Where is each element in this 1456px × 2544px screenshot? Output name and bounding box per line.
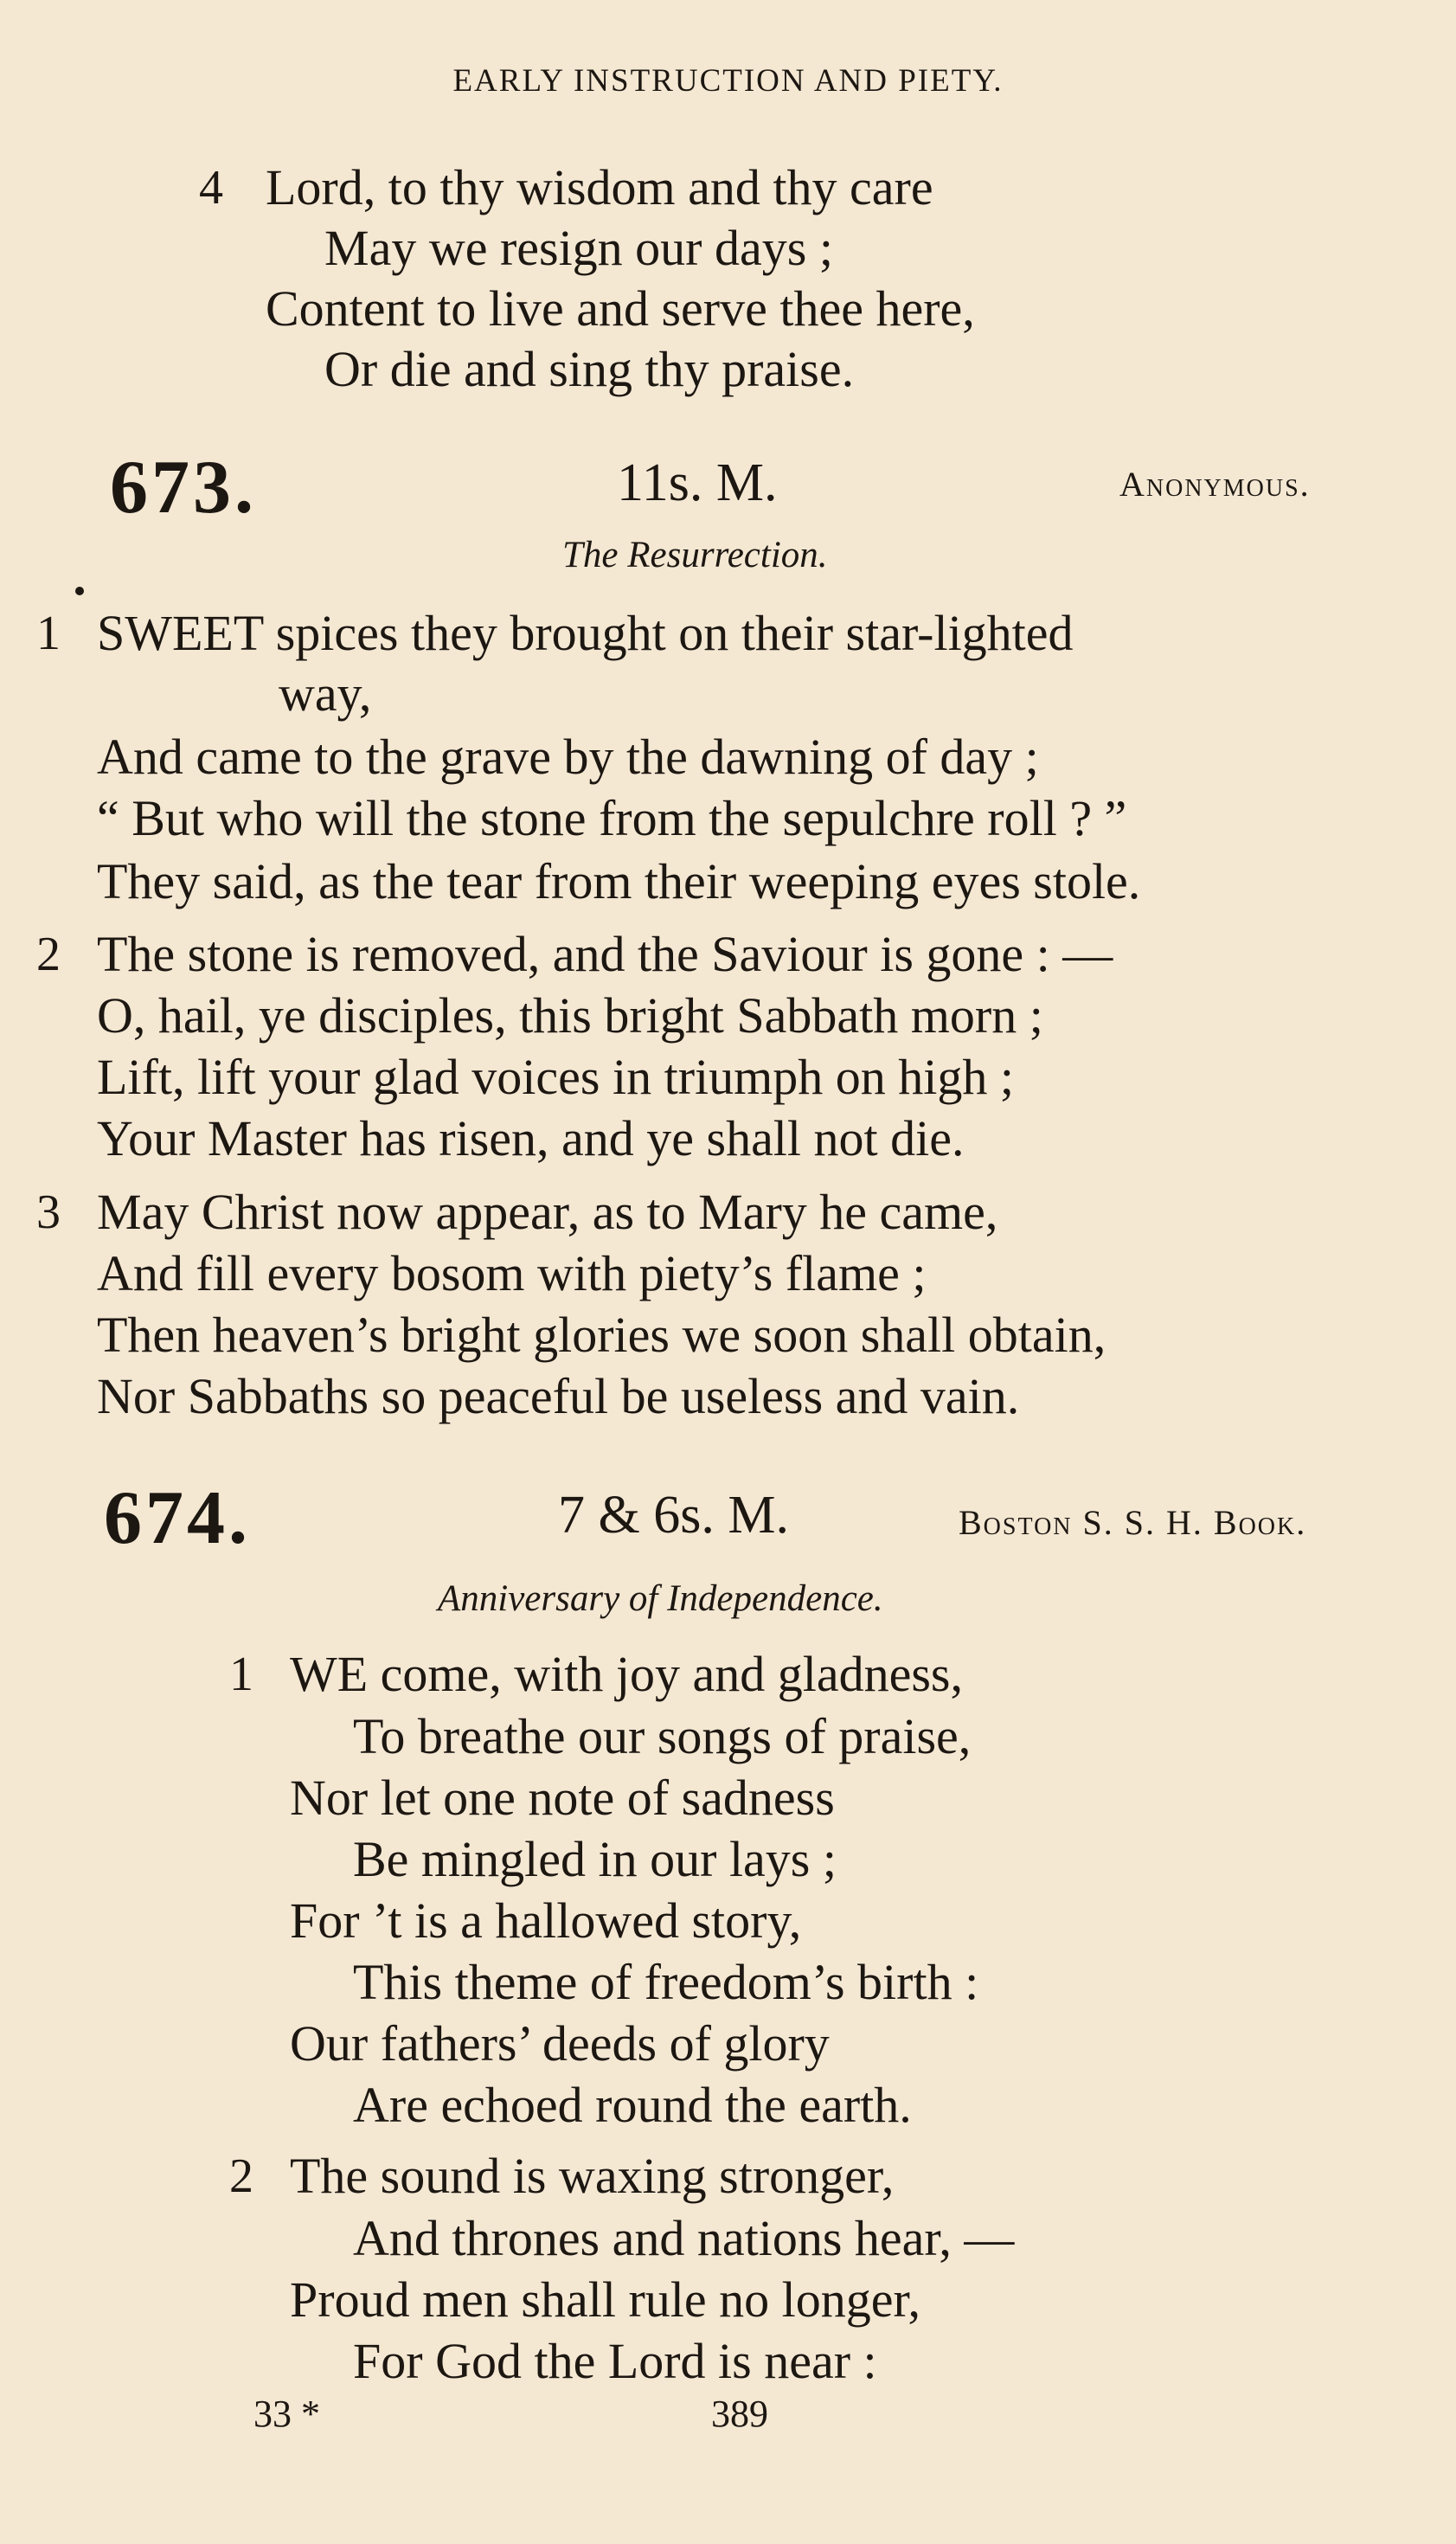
stanza-number: 1 <box>36 607 61 660</box>
verse-line: WE come, with joy and gladness, <box>290 1646 963 1702</box>
stanza-number: 3 <box>36 1185 61 1239</box>
signature-mark: 33 * <box>253 2393 320 2435</box>
verse-line: This theme of freedom’s birth : <box>353 1954 979 2010</box>
verse-line: Lord, to thy wisdom and thy care <box>266 159 933 215</box>
verse-line: way, <box>279 665 372 722</box>
verse-line: And thrones and nations hear, — <box>353 2210 1015 2266</box>
verse-line: Then heaven’s bright glories we soon shall obtain, <box>97 1307 1106 1363</box>
verse-line: Proud men shall rule no longer, <box>290 2271 920 2328</box>
stanza-number: 2 <box>36 928 61 981</box>
verse-line: “ But who will the stone from the sepulchre roll ? ” <box>97 790 1127 846</box>
printer-mark <box>75 587 84 595</box>
verse-line: The sound is waxing stronger, <box>290 2148 895 2204</box>
verse-line: Nor let one note of sadness <box>290 1770 835 1826</box>
hymn-author: Boston S. S. H. Book. <box>959 1503 1307 1542</box>
hymn-author: Anonymous. <box>1119 465 1311 504</box>
stanza-number: 4 <box>199 161 223 215</box>
verse-line: The stone is removed, and the Saviour is gone : — <box>97 926 1113 982</box>
page-number: 389 <box>711 2393 768 2435</box>
verse-line: Our fathers’ deeds of glory <box>290 2015 830 2072</box>
verse-line: And came to the grave by the dawning of day ; <box>97 729 1039 785</box>
running-head: EARLY INSTRUCTION AND PIETY. <box>452 63 1004 99</box>
verse-line: Be mingled in our lays ; <box>353 1831 837 1887</box>
verse-line: And fill every bosom with piety’s flame ; <box>97 1245 927 1301</box>
verse-line: Nor Sabbaths so peaceful be useless and vain. <box>97 1368 1020 1424</box>
hymn-meter: 7 & 6s. M. <box>558 1486 789 1545</box>
verse-line: May we resign our days ; <box>324 220 833 276</box>
verse-line: O, hail, ye disciples, this bright Sabbath morn ; <box>97 987 1043 1044</box>
verse-line: Your Master has risen, and ye shall not die. <box>97 1110 965 1166</box>
verse-line: Are echoed round the earth. <box>353 2077 912 2133</box>
hymn-subtitle: The Resurrection. <box>562 535 828 575</box>
verse-line: Lift, lift your glad voices in triumph on high ; <box>97 1049 1014 1105</box>
verse-line: For God the Lord is near : <box>353 2333 877 2389</box>
hymn-meter: 11s. M. <box>617 453 778 512</box>
hymn-subtitle: Anniversary of Independence. <box>438 1578 883 1619</box>
hymn-number: 673. <box>110 446 257 530</box>
verse-line: For ’t is a hallowed story, <box>290 1892 802 1949</box>
verse-line: To breathe our songs of praise, <box>353 1708 972 1764</box>
hymn-number: 674. <box>104 1476 251 1560</box>
verse-line: SWEET spices they brought on their star-lighted <box>97 605 1074 661</box>
stanza-number: 1 <box>229 1648 253 1701</box>
verse-line: They said, as the tear from their weeping eyes stole. <box>97 853 1141 909</box>
verse-line: May Christ now appear, as to Mary he came, <box>97 1184 998 1240</box>
verse-line: Or die and sing thy praise. <box>324 341 855 397</box>
verse-line: Content to live and serve thee here, <box>266 280 975 337</box>
stanza-number: 2 <box>229 2149 253 2203</box>
